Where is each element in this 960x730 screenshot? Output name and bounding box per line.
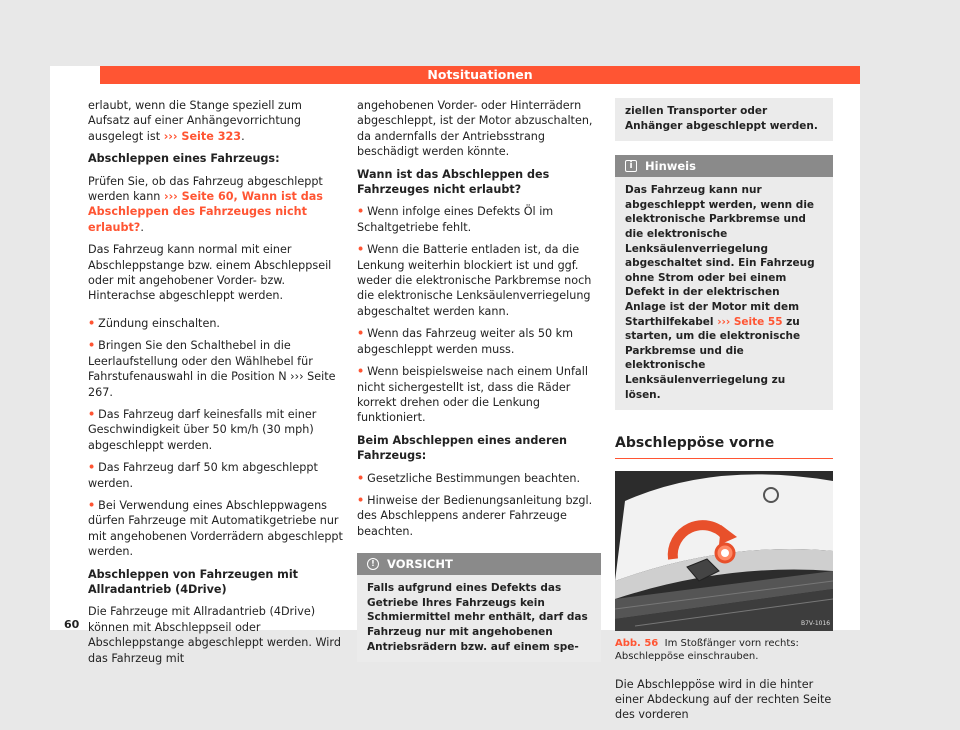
- paragraph: Das Fahrzeug kann normal mit einer Abschleppstange bzw. einem Abschleppseil oder mit angehobener Vorder- bzw. Hinterachse abgeschleppt werden.: [88, 243, 332, 303]
- bullet-icon: •: [357, 327, 365, 341]
- exclamation-icon: !: [367, 558, 379, 570]
- list-item: • Zündung einschalten.: [88, 316, 220, 330]
- list-item: • Wenn die Batterie entladen ist, da die Lenkung weiterhin blockiert ist und ggf. weder die elektronische Parkbremse noch die elektronische Lenksäulenverriegelung abgeschaltet werden kann.: [357, 243, 592, 318]
- caution-body: Falls aufgrund eines Defekts das Getriebe Ihres Fahrzeugs kein Schmiermittel mehr enthält, darf das Fahrzeug nur mit angehobenen Antriebsrädern bzw. auf einem spe-: [367, 582, 588, 653]
- subheading: Abschleppen von Fahrzeugen mit Allradantrieb (4Drive): [88, 567, 299, 596]
- bullet-icon: •: [88, 461, 96, 475]
- list-item: • Wenn das Fahrzeug weiter als 50 km abgeschleppt werden muss.: [357, 327, 574, 356]
- bullet-icon: •: [88, 407, 96, 421]
- page-link[interactable]: ››› Seite 323: [163, 129, 242, 143]
- bullet-icon: •: [357, 365, 365, 379]
- list-item: • Wenn infolge eines Defekts Öl im Schaltgetriebe fehlt.: [357, 205, 554, 234]
- list-item: • Das Fahrzeug darf keinesfalls mit einer Geschwindigkeit über 50 km/h (30 mph) abgeschleppt werden.: [88, 407, 317, 452]
- column-2: [357, 98, 601, 662]
- bullet-icon: •: [88, 316, 96, 330]
- figure-tow-hook: [615, 471, 833, 631]
- bullet-icon: •: [357, 493, 365, 507]
- subheading: Abschleppen eines Fahrzeugs:: [88, 152, 280, 166]
- bullet-icon: •: [88, 498, 96, 512]
- section-title: Abschleppöse vorne: [615, 436, 833, 458]
- figure-label: Abb. 56: [615, 637, 659, 649]
- list-item: • Wenn beispielsweise nach einem Unfall nicht sichergestellt ist, dass die Räder korrekt drehen oder die Lenkung funktioniert.: [357, 365, 588, 425]
- bullet-icon: •: [357, 471, 365, 485]
- subheading: Beim Abschleppen eines anderen Fahrzeugs:: [357, 433, 568, 463]
- bullet-icon: •: [357, 205, 365, 219]
- page-link[interactable]: ››› Seite 60, Wann ist das Abschleppen des Fahrzeuges nicht erlaubt?: [88, 190, 323, 234]
- caution-box-continued: [615, 98, 833, 141]
- column-3: [615, 98, 833, 730]
- info-icon: i: [625, 160, 637, 172]
- list-item: • Bei Verwendung eines Abschleppwagens dürfen Fahrzeuge mit Automatikgetriebe nur mit angehobenen Vorderrädern abgeschleppt werden.: [88, 498, 343, 559]
- note-body: Das Fahrzeug kann nur abgeschleppt werden, wenn die elektronische Parkbremse und die elektronische Lenksäulenverriegelung abgeschaltet sind. Ein Fahrzeug ohne Strom oder bei einem Defekt in der elektrischen Anlage ist der Motor mit dem Starthilfekabel ››› Seite 55 zu starten, um die elektronische Parkbremse und die elektronische Lenksäulenverriegelung zu lösen.: [625, 184, 815, 401]
- page-link[interactable]: ››› Seite 55: [717, 315, 783, 328]
- list-item: • Gesetzliche Bestimmungen beachten.: [357, 471, 581, 485]
- chapter-header: Notsituationen: [100, 66, 860, 84]
- bullet-icon: •: [357, 243, 365, 257]
- caution-box: [357, 553, 601, 662]
- page-number: 60: [64, 618, 80, 631]
- paragraph: Prüfen Sie, ob das Fahrzeug abgeschleppt werden kann ››› Seite 60, Wann ist das Abschleppen des Fahrzeuges nicht erlaubt?.: [88, 174, 323, 234]
- paragraph: angehobenen Vorder- oder Hinterrädern abgeschleppt, ist der Motor abzuschalten, da andernfalls der Antriebsstrang beschädigt werden könnte.: [357, 99, 593, 159]
- paragraph: erlaubt, wenn die Stange speziell zum Aufsatz auf einer Anhängevorrichtung ausgelegt ist ››› Seite 323.: [88, 99, 302, 143]
- list-item: • Bringen Sie den Schalthebel in die Leerlaufstellung oder den Wählhebel für Fahrstufenauswahl in die Position N ››› Seite 267.: [88, 339, 336, 399]
- column-1: [88, 98, 343, 673]
- list-item: • Das Fahrzeug darf 50 km abgeschleppt werden.: [88, 461, 318, 490]
- bullet-icon: •: [88, 339, 96, 353]
- caution-body: ziellen Transporter oder Anhänger abgeschleppt werden.: [625, 105, 818, 132]
- figure-code: B7V-1016: [801, 619, 831, 627]
- note-box: [615, 155, 833, 410]
- paragraph: Die Abschleppöse wird in die hinter einer Abdeckung auf der rechten Seite des vorderen: [615, 677, 832, 722]
- note-header: i Hinweis: [615, 155, 833, 177]
- figure-caption: Abb. 56 Im Stoßfänger vorn rechts: Abschleppöse einschrauben.: [615, 637, 799, 662]
- paragraph: Die Fahrzeuge mit Allradantrieb (4Drive) können mit Abschleppseil oder Abschleppstange abgeschleppt werden. Wird das Fahrzeug mit: [88, 605, 341, 665]
- caution-header: ! VORSICHT: [357, 553, 601, 575]
- tow-hook-illustration: [615, 471, 833, 631]
- list-item: • Hinweise der Bedienungsanleitung bzgl. des Abschleppens anderer Fahrzeuge beachten.: [357, 493, 593, 538]
- subheading: Wann ist das Abschleppen des Fahrzeuges nicht erlaubt?: [357, 167, 550, 197]
